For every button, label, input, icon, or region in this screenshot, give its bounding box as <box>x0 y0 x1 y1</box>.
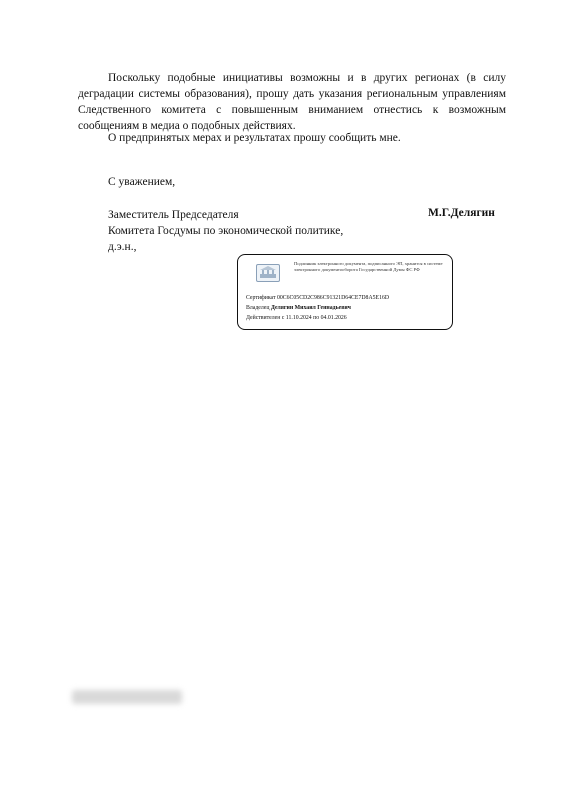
owner-label: Владелец <box>246 305 270 311</box>
valid-to-date: 04.01.2026 <box>320 315 347 321</box>
position-line-1: Заместитель Председателя <box>108 209 239 221</box>
valid-from-label: Действителен с <box>246 315 285 321</box>
redacted-blur <box>72 690 182 704</box>
valid-from-date: 11.10.2024 <box>285 315 312 321</box>
closing-salutation: С уважением, <box>108 176 176 188</box>
certificate-label: Сертификат <box>246 295 276 301</box>
signer-position <box>108 207 343 255</box>
stamp-header-text: Подлинник электронного документа, подписанного ЭП, хранится в системе электронного документооборота Государственной Думы ФС РФ <box>294 261 443 273</box>
signer-name: М.Г.Делягин <box>428 207 495 219</box>
duma-emblem-icon <box>256 264 280 282</box>
certificate-number: 00C6C05CD2C986C91321D64CE7D8A5E16D <box>276 295 390 301</box>
electronic-signature-stamp <box>237 254 453 330</box>
position-line-2: Комитета Госдумы по экономической политике, <box>108 225 344 237</box>
letter-paragraph-1: Поскольку подобные инициативы возможны и в других регионах (в силу деградации системы образования), прошу дать указания региональным управлениям Следственного комитета с повышенным вниманием отнестись к возможным сообщениям в медиа о подобных действиях. <box>78 72 506 132</box>
owner-line <box>246 305 351 311</box>
certificate-line <box>246 295 389 301</box>
validity-line <box>246 315 347 321</box>
valid-to-label: по <box>313 315 320 321</box>
owner-name: Делягин Михаил Геннадьевич <box>270 305 351 311</box>
letter-paragraph-2: О предпринятых мерах и результатах прошу сообщить мне. <box>108 132 401 144</box>
academic-degree: д.э.н., <box>108 241 137 253</box>
